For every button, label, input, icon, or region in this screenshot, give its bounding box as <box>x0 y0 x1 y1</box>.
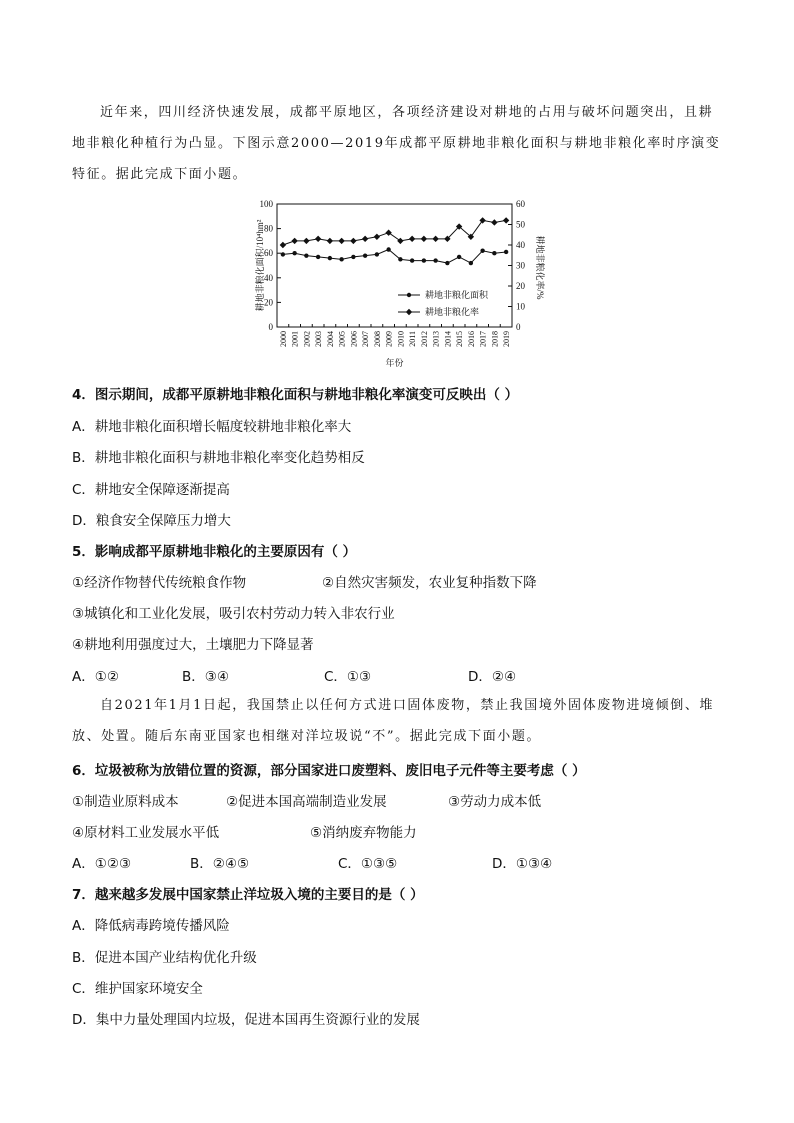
rate-point <box>479 217 485 223</box>
x-tick-label: 2008 <box>372 331 382 347</box>
q6-option-d[interactable]: D．①③④ <box>492 856 553 872</box>
area-point <box>410 258 414 262</box>
y-right-tick-label: 20 <box>516 281 525 291</box>
area-point <box>469 261 473 265</box>
area-point <box>480 249 484 253</box>
rate-point <box>432 236 438 242</box>
q6-option-a[interactable]: A．①②③ <box>72 856 132 872</box>
q5-option-c[interactable]: C．①③ <box>324 669 372 685</box>
legend-marker-circle <box>407 293 411 297</box>
q6-item-2: ②促进本国高端制造业发展 <box>226 794 387 810</box>
area-point <box>292 251 296 255</box>
rate-point <box>385 230 391 236</box>
q4-option-d[interactable]: D．粮食安全保障压力增大 <box>72 513 231 529</box>
x-axis-title: 年份 <box>385 358 404 368</box>
q5-option-a[interactable]: A．①② <box>72 669 119 685</box>
x-tick-label: 2009 <box>384 331 394 347</box>
x-tick-label: 2010 <box>396 331 406 347</box>
rate-point <box>397 238 403 244</box>
q7-option-d[interactable]: D．集中力量处理国内垃圾，促进本国再生资源行业的发展 <box>72 1012 420 1028</box>
y-right-tick-label: 60 <box>516 199 525 209</box>
q4-option-b[interactable]: B．耕地非粮化面积与耕地非粮化率变化趋势相反 <box>72 450 365 466</box>
rate-point <box>444 236 450 242</box>
area-point <box>457 255 461 259</box>
y-left-axis-title: 耕地非粮化面积/10⁴hm² <box>255 219 265 312</box>
y-right-tick-label: 50 <box>516 219 525 230</box>
q5-item-3: ③城镇化和工业化发展，吸引农村劳动力转入非农行业 <box>72 606 395 622</box>
q5-option-d[interactable]: D．②④ <box>468 669 517 685</box>
area-point <box>328 256 332 260</box>
rate-point <box>456 223 462 229</box>
x-tick-label: 2005 <box>337 331 347 347</box>
x-tick-label: 2017 <box>478 331 488 347</box>
x-tick-label: 2012 <box>419 331 429 347</box>
q6-option-c[interactable]: C．①③⑤ <box>338 856 398 872</box>
area-point <box>351 255 355 259</box>
q5-item-4: ④耕地利用强度过大，土壤肥力下降显著 <box>72 637 314 653</box>
y-right-tick-label: 30 <box>516 260 525 271</box>
y-left-tick-label: 100 <box>259 199 273 209</box>
legend-label: 耕地非粮化率 <box>425 307 480 317</box>
q6-item-3: ③劳动力成本低 <box>448 794 542 810</box>
q4-stem: 4．图示期间，成都平原耕地非粮化面积与耕地非粮化率演变可反映出（ ） <box>72 387 519 403</box>
y-left-tick-label: 80 <box>264 223 273 234</box>
x-tick-label: 2003 <box>314 331 324 347</box>
y-right-tick-label: 10 <box>516 301 525 312</box>
area-point <box>504 250 508 254</box>
rate-point <box>280 242 286 248</box>
area-point <box>304 253 308 257</box>
rate-point <box>421 236 427 242</box>
passage-1: 近年来，四川经济快速发展，成都平原地区，各项经济建设对耕地的占用与破坏问题突出，且耕地非粮化种植行为凸显。下图示意2000—2019年成都平原耕地非粮化面积与耕地非粮化率时序演变特征。据此完成下面小题。 <box>72 105 721 182</box>
series-line-1 <box>283 250 506 264</box>
area-point <box>281 252 285 256</box>
area-point <box>375 252 379 256</box>
rate-point <box>303 238 309 244</box>
x-tick-label: 2014 <box>443 331 453 347</box>
rate-point <box>409 236 415 242</box>
area-point <box>492 251 496 255</box>
y-left-tick-label: 0 <box>268 322 273 332</box>
x-tick-label: 2001 <box>290 331 300 347</box>
rate-point <box>338 238 344 244</box>
x-tick-label: 2000 <box>278 331 288 347</box>
x-tick-label: 2018 <box>490 331 500 347</box>
x-tick-label: 2006 <box>349 331 359 347</box>
x-tick-label: 2004 <box>325 331 335 347</box>
passage-2: 自2021年1月1日起，我国禁止以任何方式进口固体废物，禁止我国境外固体废物进境倾倒、堆放、处置。随后东南亚国家也相继对洋垃圾说“不”。据此完成下面小题。 <box>72 698 715 744</box>
y-right-tick-label: 40 <box>516 240 525 250</box>
y-left-tick-label: 60 <box>264 248 273 259</box>
q4-option-a[interactable]: A．耕地非粮化面积增长幅度较耕地非粮化率大 <box>72 419 352 435</box>
q6-item-4: ④原材料工业发展水平低 <box>72 825 220 841</box>
rate-point <box>468 234 474 240</box>
rate-point <box>362 236 368 242</box>
y-right-axis-title: 耕地非粮化率/% <box>535 235 545 300</box>
q7-option-c[interactable]: C．维护国家环境安全 <box>72 981 203 997</box>
q5-item-2: ②自然灾害频发，农业复种指数下降 <box>322 575 537 591</box>
rate-point <box>374 234 380 240</box>
area-point <box>433 258 437 262</box>
rate-point <box>327 238 333 244</box>
area-point <box>445 261 449 265</box>
x-tick-label: 2007 <box>361 331 371 347</box>
q5-option-b[interactable]: B．③④ <box>182 669 229 685</box>
q5-item-1: ①经济作物替代传统粮食作物 <box>72 575 247 591</box>
y-left-tick-label: 40 <box>264 272 273 283</box>
y-left-tick-label: 20 <box>264 297 273 308</box>
q6-stem: 6．垃圾被称为放错位置的资源，部分国家进口废塑料、废旧电子元件等主要考虑（ ） <box>72 763 586 779</box>
x-tick-label: 2019 <box>502 331 512 347</box>
q7-option-a[interactable]: A．降低病毒跨境传播风险 <box>72 918 230 934</box>
area-point <box>339 257 343 261</box>
y-right-tick-label: 0 <box>516 322 521 332</box>
x-tick-label: 2013 <box>431 331 441 347</box>
area-point <box>386 247 390 251</box>
x-tick-label: 2002 <box>302 331 312 347</box>
plot-frame <box>277 204 512 327</box>
rate-point <box>491 219 497 225</box>
x-tick-label: 2011 <box>408 331 418 347</box>
x-tick-label: 2016 <box>466 331 476 347</box>
q7-stem: 7．越来越多发展中国家禁止洋垃圾入境的主要目的是（ ） <box>72 887 424 903</box>
q6-option-b[interactable]: B．②④⑤ <box>190 856 250 872</box>
area-point <box>363 253 367 257</box>
q4-option-c[interactable]: C．耕地安全保障逐渐提高 <box>72 482 230 498</box>
rate-point <box>315 236 321 242</box>
area-point <box>316 255 320 259</box>
legend-marker-diamond <box>406 309 412 315</box>
q6-item-1: ①制造业原料成本 <box>72 794 179 810</box>
rate-point <box>350 238 356 244</box>
series-line-2 <box>283 220 506 245</box>
rate-point <box>503 217 509 223</box>
x-tick-label: 2015 <box>455 331 465 347</box>
q5-stem: 5．影响成都平原耕地非粮化的主要原因有（ ） <box>72 544 357 560</box>
area-point <box>422 258 426 262</box>
area-point <box>398 257 402 261</box>
q7-option-b[interactable]: B．促进本国产业结构优化升级 <box>72 950 257 966</box>
rate-point <box>291 238 297 244</box>
legend-label: 耕地非粮化面积 <box>425 290 489 300</box>
q6-item-5: ⑤消纳废弃物能力 <box>310 825 417 841</box>
